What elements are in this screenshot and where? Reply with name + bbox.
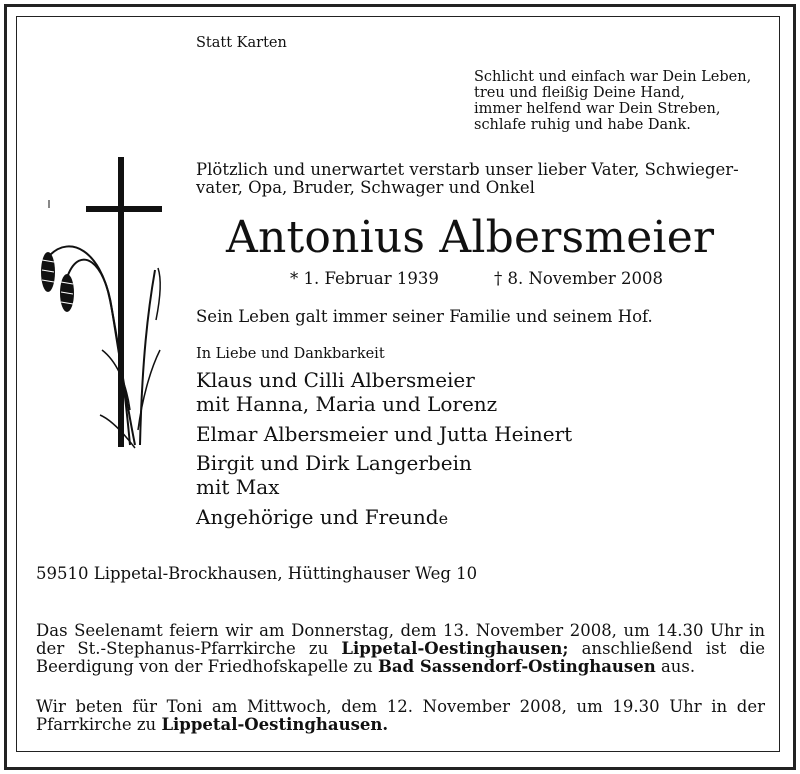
mourner-group-3: Birgit und Dirk Langerbein mit Max — [196, 451, 472, 499]
cross-wheat-icon — [30, 150, 170, 460]
mourner-final-main: Angehörige und Freund — [196, 505, 439, 529]
mourners-intro: In Liebe und Dankbarkeit — [196, 346, 385, 362]
mourner-final-tail: e — [438, 509, 449, 528]
header-note: Statt Karten — [196, 35, 287, 51]
service-text-3: aus. — [655, 657, 696, 676]
intro-text: Plötzlich und unerwartet verstarb unser lieber Vater, Schwieger- vater, Opa, Bruder, Schwager und Onkel — [196, 160, 739, 197]
service-church-place: Lippetal-Oestinghausen; — [341, 639, 569, 658]
birth-date: * 1. Februar 1939 — [290, 269, 439, 288]
deceased-name: Antonius Albersmeier — [226, 212, 715, 263]
poem: Schlicht und einfach war Dein Leben, treu und fleißig Deine Hand, immer helfend war Dein Streben, schlafe ruhig und habe Dank. — [474, 69, 752, 133]
prayer-paragraph — [36, 698, 765, 734]
prayer-place: Lippetal-Oestinghausen. — [161, 715, 389, 734]
mourner-group-1: Klaus und Cilli Albersmeier mit Hanna, Maria und Lorenz — [196, 368, 498, 416]
mourner-group-2: Elmar Albersmeier und Jutta Heinert — [196, 422, 573, 446]
service-paragraph — [36, 622, 765, 676]
tribute-text: Sein Leben galt immer seiner Familie und seinem Hof. — [196, 307, 653, 326]
mourner-group-final — [196, 505, 448, 531]
family-address: 59510 Lippetal-Brockhausen, Hüttinghauser Weg 10 — [36, 564, 478, 583]
service-burial-place: Bad Sassendorf-Ostinghausen — [377, 657, 656, 676]
prayer-text: Wir beten für Toni am Mittwoch, dem 12. November 2008, um 19.30 Uhr in der Pfarrkirche zu — [36, 697, 765, 734]
service-text-1: Das Seelenamt feiern wir am Donnerstag, dem 13. November 2008, um 14.30 Uhr in der St.-Stephanus-Pfarrkirche zu — [36, 621, 765, 658]
death-date: † 8. November 2008 — [494, 269, 664, 288]
service-text-2: anschließend ist die Beerdigung von der Friedhofskapelle zu — [36, 639, 765, 676]
